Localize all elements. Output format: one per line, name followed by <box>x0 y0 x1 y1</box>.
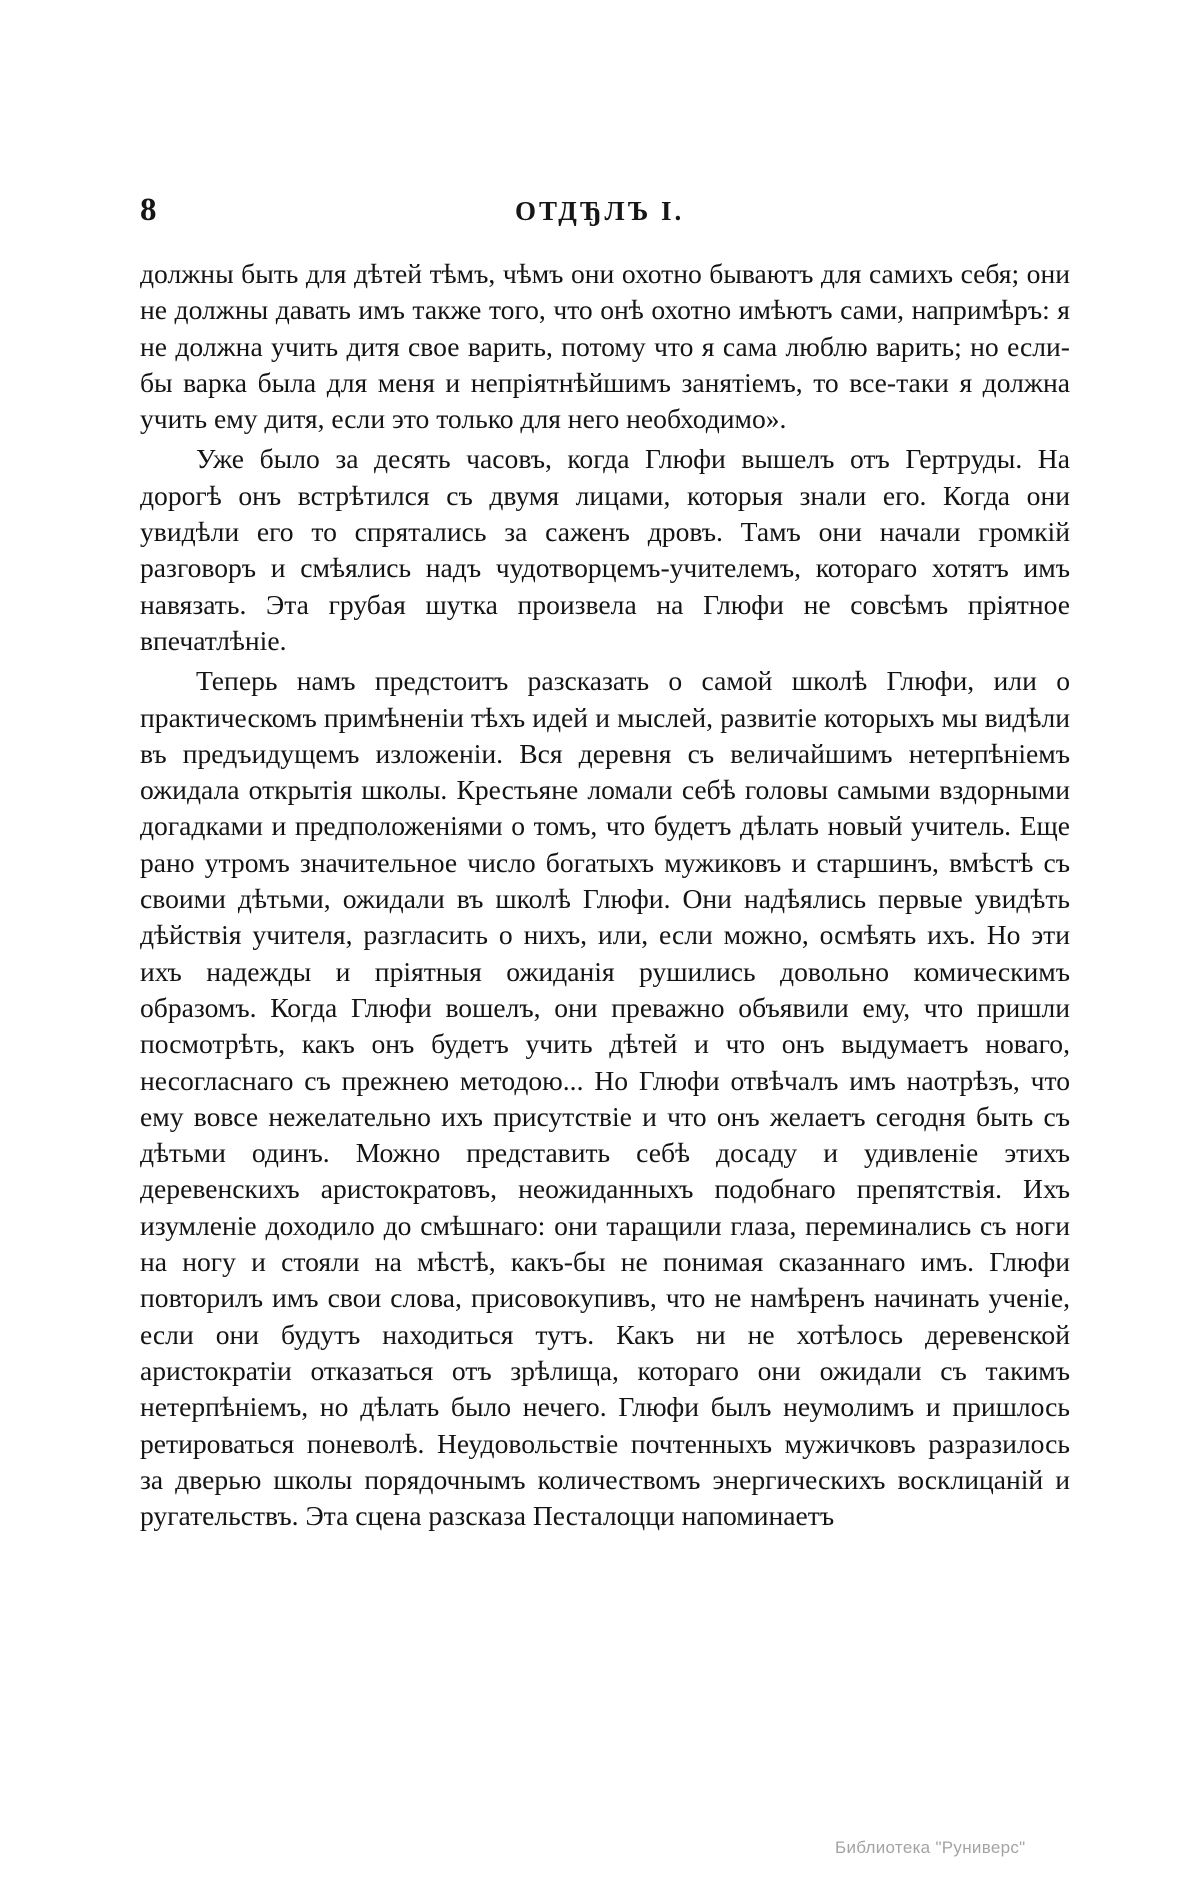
paragraph-1: должны быть для дѣтей тѣмъ, чѣмъ они охотно бываютъ для самихъ себя; они не должны давать имъ также того, что онѣ охотно имѣютъ сами, напримѣръ: я не должна учить дитя свое варить, потому что я сама люблю варить; но если-бы варка была для меня и непріятнѣйшимъ занятіемъ, то все-таки я должна учить ему дитя, если это только для него необходимо». <box>140 258 1070 435</box>
page-number: 8 <box>140 192 157 228</box>
paragraph-2: Уже было за десять часовъ, когда Глюфи вышелъ отъ Гертруды. На дорогѣ онъ встрѣтился съ двумя лицами, которыя знали его. Когда они увидѣли его то спрятались за саженъ дровъ. Тамъ они начали громкій разговоръ и смѣялись надъ чудотворцемъ-учителемъ, котораго хотятъ имъ навязать. Эта грубая шутка произвела на Глюфи не совсѣмъ пріятное впечатлѣніе. <box>140 443 1070 656</box>
library-watermark: Библиотека "Руниверс" <box>835 1838 1026 1857</box>
body-text <box>140 256 1070 1534</box>
running-head: ОТДЂЛЪ I. <box>515 196 685 226</box>
paragraph-3: Теперь намъ предстоитъ разсказать о самой школѣ Глюфи, или о практическомъ примѣненіи тѣхъ идей и мыслей, развитіе которыхъ мы видѣли въ предъидущемъ изложеніи. Вся деревня съ величайшимъ нетерпѣніемъ ожидала открытія школы. Крестьяне ломали себѣ головы самыми вздорными догадками и предположеніями о томъ, что будетъ дѣлать новый учитель. Еще рано утромъ значительное число богатыхъ мужиковъ и старшинъ, вмѣстѣ съ своими дѣтьми, ожидали въ школѣ Глюфи. Они надѣялись первые увидѣть дѣйствія учителя, разгласить о нихъ, или, если можно, осмѣять ихъ. Но эти ихъ надежды и пріятныя ожиданія рушились довольно комическимъ образомъ. Когда Глюфи вошелъ, они преважно объявили ему, что пришли посмотрѣть, какъ онъ будетъ учить дѣтей и что онъ выдумаетъ новаго, несогласнаго съ прежнею методою... Но Глюфи отвѣчалъ имъ наотрѣзъ, что ему вовсе нежелательно ихъ присутствіе и что онъ желаетъ сегодня быть съ дѣтьми одинъ. Можно представить себѣ досаду и удивленіе этихъ деревенскихъ аристократовъ, неожиданныхъ подобнаго препятствія. Ихъ изумленіе доходило до смѣшнаго: они таращили глаза, переминались съ ноги на ногу и стояли на мѣстѣ, какъ-бы не понимая сказаннаго имъ. Глюфи повторилъ имъ свои слова, присовокупивъ, что не намѣренъ начинать ученіе, если они будутъ находиться тутъ. Какъ ни не хотѣлось деревенской аристократіи отказаться отъ зрѣлища, котораго они ожидали съ такимъ нетерпѣніемъ, но дѣлать было нечего. Глюфи былъ неумолимъ и пришлось ретироваться поневолѣ. Неудовольствіе почтенныхъ мужичковъ разразилось за дверью школы порядочнымъ количествомъ энергическихъ восклицаній и ругательствъ. Эта сцена разсказа Песталоцци напоминаетъ <box>140 665 1070 1532</box>
page-header <box>140 192 1070 232</box>
